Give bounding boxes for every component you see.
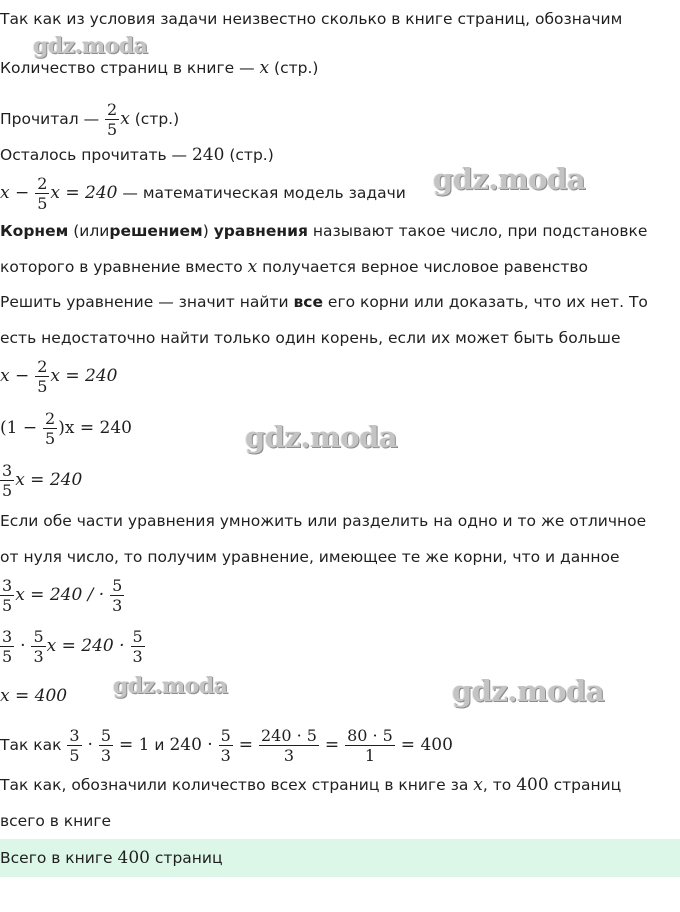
text: его корни или доказать, что их нет. То <box>327 293 648 311</box>
value: 240 · <box>169 735 213 755</box>
watermark: gdz.moda <box>452 674 605 708</box>
term-equation: уравнения <box>213 222 308 240</box>
denominator: 5 <box>107 120 118 139</box>
text: страниц <box>154 849 223 867</box>
denominator: 3 <box>33 647 44 666</box>
fraction <box>259 726 319 765</box>
rhs: x = 240 <box>50 183 118 203</box>
numerator: 2 <box>45 409 56 428</box>
term-solution: решением <box>109 222 203 240</box>
watermark: gdz.moda <box>33 33 148 59</box>
lhs: x − <box>0 366 30 386</box>
numerator: 2 <box>37 174 48 193</box>
denominator: 5 <box>69 746 80 765</box>
denominator: 3 <box>220 746 231 765</box>
text: Решить уравнение — значит найти <box>0 293 289 311</box>
fraction <box>131 627 145 666</box>
fraction <box>43 409 57 448</box>
watermark: gdz.moda <box>113 673 228 699</box>
solve-line-1 <box>0 292 648 312</box>
numerator: 3 <box>69 726 80 745</box>
middle: x = 240 · <box>46 636 125 656</box>
equation-5 <box>0 627 146 666</box>
numerator: 240 · 5 <box>260 726 317 745</box>
solve-line-2: есть недостаточно найти только один корень, если их может быть больше <box>0 329 621 347</box>
text-remaining <box>0 145 274 165</box>
equation-2 <box>0 409 132 448</box>
suffix: — математическая модель задачи <box>122 184 406 202</box>
text: , то <box>482 776 512 794</box>
numerator: 80 · 5 <box>347 726 393 745</box>
value: 400 <box>516 775 549 795</box>
conjunction: и <box>154 736 165 754</box>
fraction <box>219 726 233 765</box>
rule-line-1: Если обе части уравнения умножить или разделить на одно и то же отличное <box>0 512 647 530</box>
denominator: 3 <box>259 745 319 765</box>
numerator: 5 <box>112 576 123 595</box>
numerator: 5 <box>100 726 112 745</box>
numerator: 5 <box>132 627 143 646</box>
text: (или <box>73 222 110 240</box>
definition-line-2 <box>0 257 588 277</box>
numerator: 5 <box>220 726 231 745</box>
denominator: 5 <box>2 647 13 666</box>
fraction <box>110 576 124 615</box>
math-model <box>0 174 406 213</box>
rule-line-2: от нуля число, то получим уравнение, имеющее те же корни, что и данное <box>0 548 620 566</box>
numerator: 5 <box>33 627 44 646</box>
answer-box <box>0 839 680 877</box>
lhs: x − <box>0 183 30 203</box>
text: ) <box>202 222 209 240</box>
denominator: 3 <box>100 746 112 765</box>
denominator: 1 <box>345 745 395 765</box>
numerator: 2 <box>37 357 48 376</box>
answer-text <box>0 848 223 868</box>
text: которого в уравнение вместо <box>0 258 243 276</box>
text: называют такое число, при подстановке <box>312 222 648 240</box>
text-intro: Так как из условия задачи неизвестно сколько в книге страниц, обозначим <box>0 10 623 28</box>
text: получается верное числовое равенство <box>262 258 588 276</box>
equation-4 <box>0 576 125 615</box>
fraction <box>35 174 49 213</box>
unit: (стр.) <box>229 146 274 164</box>
definition-line-1 <box>0 221 647 241</box>
text: Так как, обозначили количество всех страниц в книге за <box>0 776 469 794</box>
check-line <box>0 726 453 765</box>
text: страниц <box>553 776 622 794</box>
equation-1 <box>0 357 117 396</box>
term-root: Корнем <box>0 222 69 240</box>
equals: = <box>324 735 340 755</box>
equals: = 1 <box>119 735 150 755</box>
fraction <box>67 726 81 765</box>
fraction <box>99 726 113 765</box>
watermark: gdz.moda <box>245 420 398 454</box>
denominator: 5 <box>37 377 48 396</box>
fraction <box>0 461 14 500</box>
numerator: 3 <box>2 461 13 480</box>
denominator: 5 <box>2 481 13 500</box>
fraction <box>105 100 119 139</box>
middle: x = 240 / · <box>15 585 105 605</box>
equals: = 400 <box>400 735 453 755</box>
unit: (стр.) <box>274 59 319 77</box>
text-read <box>0 100 179 139</box>
rhs: )x = 240 <box>58 418 132 438</box>
rhs: x = 240 <box>50 366 118 386</box>
denominator: 5 <box>37 194 48 213</box>
equation-6 <box>0 686 67 706</box>
denominator: 3 <box>112 596 123 615</box>
label: Осталось прочитать — <box>0 146 188 164</box>
numerator: 2 <box>107 100 118 119</box>
unit: (стр.) <box>134 110 180 128</box>
lhs: (1 − <box>0 418 38 438</box>
equals: = <box>238 735 254 755</box>
numerator: 3 <box>2 576 13 595</box>
denominator: 3 <box>132 647 143 666</box>
watermark: gdz.moda <box>433 162 586 196</box>
equation-3 <box>0 461 82 500</box>
conclusion-line-2: всего в книге <box>0 812 112 830</box>
term-all: все <box>293 293 323 311</box>
var-x: x <box>473 775 483 795</box>
denominator: 5 <box>45 429 56 448</box>
var-x: x <box>247 257 258 277</box>
dot: · <box>87 735 93 755</box>
label: Так как <box>0 736 62 754</box>
fraction <box>0 627 14 666</box>
fraction <box>345 726 395 765</box>
var-x: x <box>259 58 270 78</box>
value: 400 <box>117 848 150 868</box>
result: x = 400 <box>0 686 68 706</box>
conclusion-line-1 <box>0 775 621 795</box>
text: Всего в книге <box>0 849 113 867</box>
label: Количество страниц в книге — <box>0 59 255 77</box>
dot: · <box>20 636 26 656</box>
text-pages-count <box>0 58 318 78</box>
fraction <box>0 576 14 615</box>
value: 240 <box>191 145 225 165</box>
var-x: x <box>120 109 130 129</box>
fraction <box>31 627 45 666</box>
denominator: 5 <box>2 596 13 615</box>
label: Прочитал — <box>0 110 100 128</box>
rhs: x = 240 <box>15 470 83 490</box>
numerator: 3 <box>2 627 13 646</box>
fraction <box>35 357 49 396</box>
